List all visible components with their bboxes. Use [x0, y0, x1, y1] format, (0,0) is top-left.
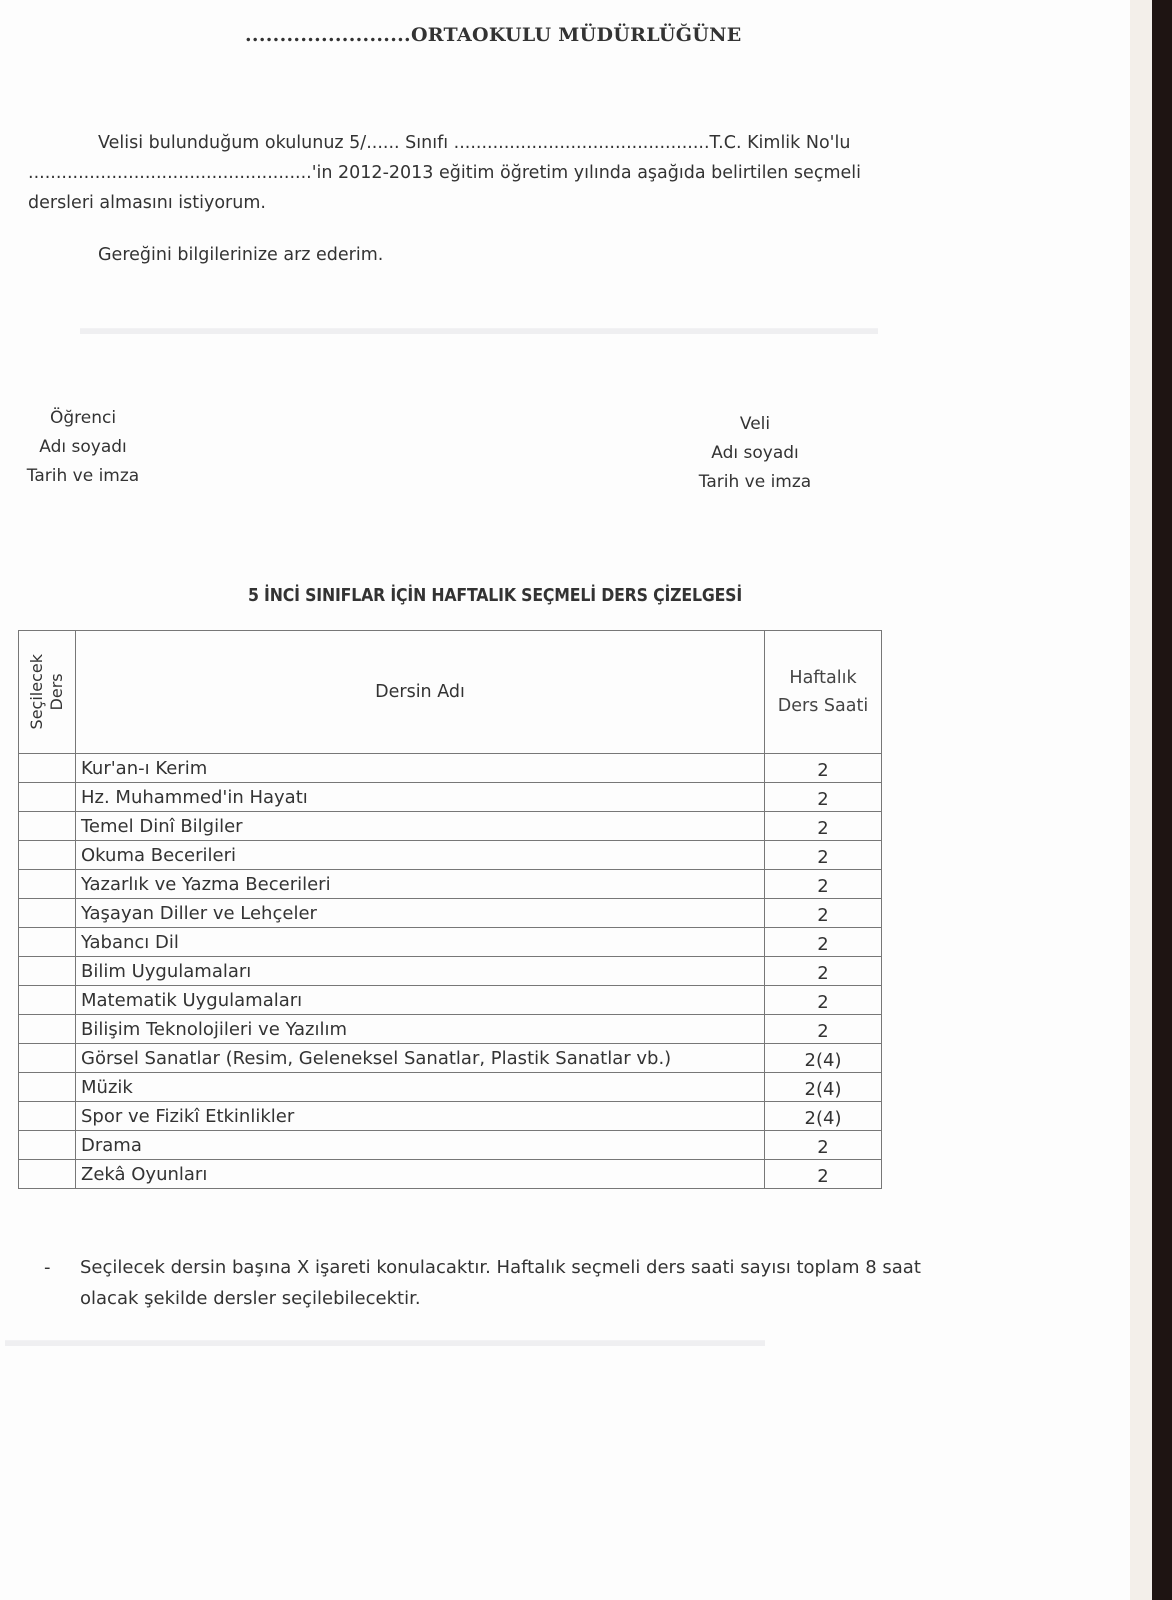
student-date-label: Tarih ve imza — [26, 466, 140, 486]
select-checkbox-cell[interactable] — [19, 928, 76, 957]
table-row — [19, 986, 882, 1015]
course-name: Müzik — [76, 1073, 765, 1102]
course-name: Temel Dinî Bilgiler — [76, 812, 765, 841]
table-row — [19, 812, 882, 841]
course-name: Yaşayan Diller ve Lehçeler — [76, 899, 765, 928]
request-line-1: Velisi bulunduğum okulunuz 5/...... Sınıfı ..............................................T.C. Kimlik No'lu — [98, 133, 851, 153]
table-row — [19, 783, 882, 812]
course-name: Zekâ Oyunları — [76, 1160, 765, 1189]
weekly-hours: 2 — [765, 928, 882, 957]
student-signature-block — [18, 404, 148, 491]
parent-name-label: Adı soyadı — [711, 443, 799, 463]
weekly-hours: 2 — [765, 957, 882, 986]
select-checkbox-cell[interactable] — [19, 783, 76, 812]
select-checkbox-cell[interactable] — [19, 1073, 76, 1102]
parent-signature-block — [680, 410, 830, 497]
scan-page-margin — [1130, 0, 1152, 1600]
bleed-through-text: ▬▬▬▬▬▬▬▬▬▬▬▬▬▬▬▬▬▬▬▬▬▬▬▬▬▬▬▬▬▬▬▬▬▬▬▬▬▬▬▬ — [5, 1330, 765, 1351]
table-row — [19, 1102, 882, 1131]
select-checkbox-cell[interactable] — [19, 957, 76, 986]
bleed-through-text: ▬▬▬▬▬▬▬▬▬▬▬▬▬▬▬▬▬▬▬▬▬▬▬▬▬▬▬▬▬▬▬▬▬▬▬▬▬▬▬▬▬▬ — [80, 318, 878, 339]
elective-course-table — [18, 630, 882, 1189]
weekly-hours: 2 — [765, 841, 882, 870]
request-paragraph — [28, 128, 948, 218]
select-checkbox-cell[interactable] — [19, 812, 76, 841]
table-row — [19, 870, 882, 899]
weekly-hours: 2 — [765, 812, 882, 841]
note-text: Seçilecek dersin başına X işareti konulacaktır. Haftalık seçmeli ders saati sayısı toplam 8 saat olacak şekilde dersler seçilebilecektir. — [80, 1257, 921, 1309]
student-role: Öğrenci — [49, 408, 117, 428]
weekly-hours: 2(4) — [765, 1044, 882, 1073]
header-course-name: Dersin Adı — [76, 631, 765, 754]
table-row — [19, 841, 882, 870]
table-row — [19, 754, 882, 783]
table-row — [19, 928, 882, 957]
select-checkbox-cell[interactable] — [19, 986, 76, 1015]
weekly-hours: 2 — [765, 899, 882, 928]
select-checkbox-cell[interactable] — [19, 1131, 76, 1160]
select-checkbox-cell[interactable] — [19, 899, 76, 928]
request-line-2: ...................................................'in 2012-2013 eğitim öğretim yılında aşağıda belirtilen seçmeli — [28, 163, 861, 183]
header-select — [19, 631, 76, 754]
select-checkbox-cell[interactable] — [19, 841, 76, 870]
closing-line: Gereğini bilgilerinize arz ederim. — [98, 245, 384, 265]
select-checkbox-cell[interactable] — [19, 1160, 76, 1189]
select-checkbox-cell[interactable] — [19, 1044, 76, 1073]
course-name: Bilişim Teknolojileri ve Yazılım — [76, 1015, 765, 1044]
table-row — [19, 1015, 882, 1044]
note-bullet: - — [44, 1257, 51, 1278]
weekly-hours: 2 — [765, 870, 882, 899]
instruction-note — [44, 1252, 944, 1314]
document-title: ........................ORTAOKULU MÜDÜRLÜĞÜNE — [245, 24, 742, 46]
table-header-row — [19, 631, 882, 754]
course-name: Yabancı Dil — [76, 928, 765, 957]
course-name: Yazarlık ve Yazma Becerileri — [76, 870, 765, 899]
weekly-hours: 2 — [765, 1015, 882, 1044]
select-checkbox-cell[interactable] — [19, 870, 76, 899]
course-name: Bilim Uygulamaları — [76, 957, 765, 986]
table-row — [19, 1073, 882, 1102]
course-name: Kur'an-ı Kerim — [76, 754, 765, 783]
course-name: Drama — [76, 1131, 765, 1160]
select-checkbox-cell[interactable] — [19, 1015, 76, 1044]
weekly-hours: 2 — [765, 986, 882, 1015]
table-row — [19, 957, 882, 986]
table-title: 5 İNCİ SINIFLAR İÇİN HAFTALIK SEÇMELİ DERS ÇİZELGESİ — [247, 586, 743, 606]
weekly-hours: 2 — [765, 783, 882, 812]
scan-dark-edge — [1152, 0, 1172, 1600]
weekly-hours: 2(4) — [765, 1073, 882, 1102]
course-name: Matematik Uygulamaları — [76, 986, 765, 1015]
header-select-label: Seçilecek Ders — [27, 654, 66, 730]
course-name: Spor ve Fizikî Etkinlikler — [76, 1102, 765, 1131]
weekly-hours: 2 — [765, 1160, 882, 1189]
weekly-hours: 2(4) — [765, 1102, 882, 1131]
header-weekly-hours: Haftalık Ders Saati — [765, 631, 882, 754]
course-name: Okuma Becerileri — [76, 841, 765, 870]
table-row — [19, 1160, 882, 1189]
request-line-3: dersleri almasını istiyorum. — [28, 193, 266, 213]
student-name-label: Adı soyadı — [39, 437, 127, 457]
course-name: Hz. Muhammed'in Hayatı — [76, 783, 765, 812]
table-row — [19, 1044, 882, 1073]
parent-date-label: Tarih ve imza — [698, 472, 812, 492]
weekly-hours: 2 — [765, 754, 882, 783]
table-row — [19, 899, 882, 928]
parent-role: Veli — [739, 414, 771, 434]
course-name: Görsel Sanatlar (Resim, Geleneksel Sanatlar, Plastik Sanatlar vb.) — [76, 1044, 765, 1073]
table-row — [19, 1131, 882, 1160]
weekly-hours: 2 — [765, 1131, 882, 1160]
select-checkbox-cell[interactable] — [19, 1102, 76, 1131]
select-checkbox-cell[interactable] — [19, 754, 76, 783]
